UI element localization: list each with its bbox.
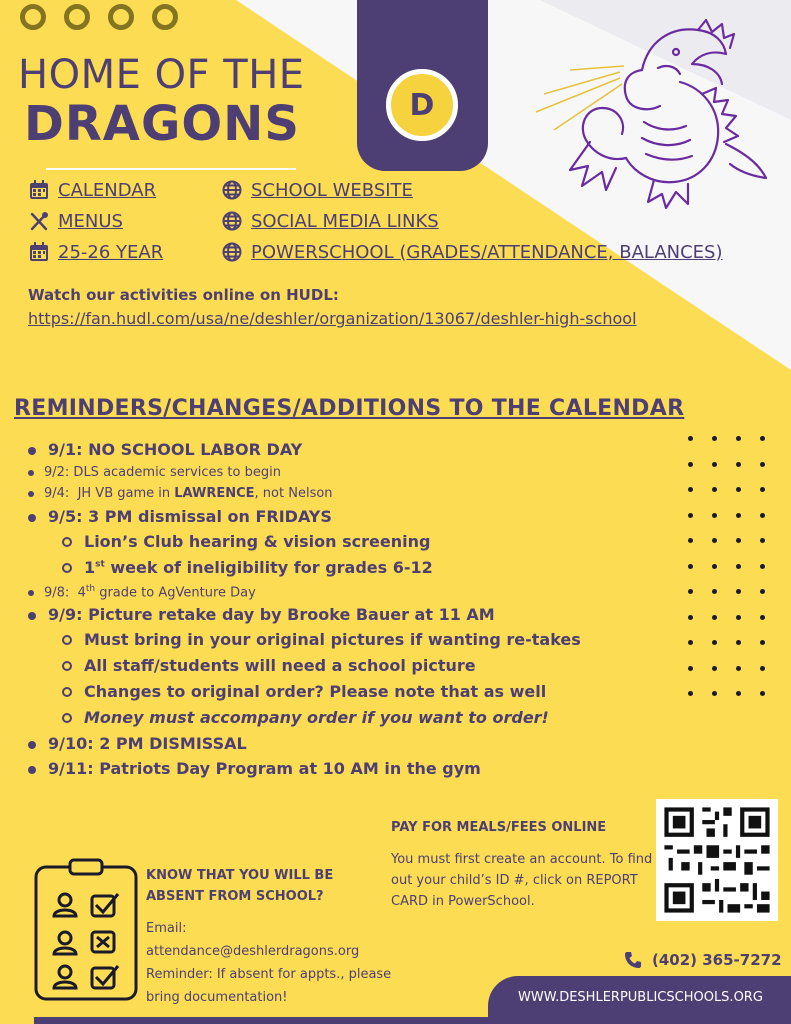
- globe-icon: [221, 179, 243, 201]
- footer-website-link[interactable]: WWW.DESHLERPUBLICSCHOOLS.ORG: [518, 990, 763, 1005]
- phone-icon: [624, 951, 642, 969]
- list-item: 9/1: NO SCHOOL LABOR DAY: [26, 440, 666, 465]
- link-label: POWERSCHOOL (GRADES/ATTENDANCE, BALANCES): [251, 241, 723, 263]
- phone-contact[interactable]: [624, 951, 782, 969]
- list-item: Money must accompany order if you want to order!: [26, 708, 666, 734]
- link-label: 25-26 YEAR: [58, 241, 164, 263]
- list-item: Changes to original order? Please note that as well: [26, 682, 666, 708]
- absence-reminder: Reminder: If absent for appts., please bring documentation!: [146, 967, 392, 1005]
- absence-title: KNOW THAT YOU WILL BE ABSENT FROM SCHOOL?: [146, 868, 334, 904]
- link-menus[interactable]: [28, 210, 123, 232]
- globe-icon: [221, 210, 243, 232]
- binder-rings: [20, 4, 178, 30]
- link-calendar[interactable]: [28, 179, 156, 201]
- qr-code-image[interactable]: [656, 799, 778, 921]
- dragon-mascot-illustration: [530, 12, 770, 212]
- decorative-dot-grid: [688, 436, 765, 696]
- bottom-accent-line: [34, 1017, 494, 1024]
- hudl-label: Watch our activities online on HUDL:: [28, 286, 339, 304]
- email-label: Email:: [146, 921, 187, 936]
- link-powerschool[interactable]: [221, 241, 723, 263]
- calendar-icon: [28, 241, 50, 263]
- utensils-icon: [28, 210, 50, 232]
- payment-title: PAY FOR MEALS/FEES ONLINE: [391, 820, 607, 835]
- link-social-media[interactable]: [221, 210, 439, 232]
- link-label: SOCIAL MEDIA LINKS: [251, 210, 439, 232]
- title-line-1: HOME OF THE: [18, 52, 305, 98]
- link-label: MENUS: [58, 210, 123, 232]
- school-logo-badge: D: [386, 69, 458, 141]
- list-item: 9/11: Patriots Day Program at 10 AM in the gym: [26, 759, 666, 784]
- list-item: 9/10: 2 PM DISMISSAL: [26, 734, 666, 759]
- payment-text: You must first create an account. To find out your child’s ID #, click on REPORT CARD in PowerSchool.: [391, 852, 653, 909]
- email-address[interactable]: attendance@deshlerdragons.org: [146, 944, 360, 959]
- globe-icon: [221, 241, 243, 263]
- list-item: 9/8: 4th grade to AgVenture Day: [26, 584, 666, 605]
- title-divider: [46, 168, 296, 170]
- list-item: All staff/students will need a school picture: [26, 656, 666, 682]
- list-item: 9/2: DLS academic services to begin: [26, 465, 666, 486]
- list-item: 9/4: JH VB game in LAWRENCE, not Nelson: [26, 486, 666, 507]
- phone-number: (402) 365-7272: [652, 951, 782, 969]
- hudl-link[interactable]: https://fan.hudl.com/usa/ne/deshler/organization/13067/deshler-high-school: [28, 309, 637, 328]
- link-school-year[interactable]: [28, 241, 163, 263]
- link-label: CALENDAR: [58, 179, 157, 201]
- absence-details: [146, 917, 416, 1009]
- clipboard-checklist-icon: [34, 858, 138, 1002]
- list-item: 9/9: Picture retake day by Brooke Bauer at 11 AM: [26, 605, 666, 630]
- title-line-2: DRAGONS: [24, 96, 300, 152]
- link-label: SCHOOL WEBSITE: [251, 179, 413, 201]
- list-item: 1st week of ineligibility for grades 6-12: [26, 558, 666, 584]
- list-item: 9/5: 3 PM dismissal on FRIDAYS: [26, 507, 666, 532]
- list-item: Must bring in your original pictures if wanting re-takes: [26, 630, 666, 656]
- reminders-list: [26, 440, 666, 784]
- link-school-website[interactable]: [221, 179, 413, 201]
- calendar-icon: [28, 179, 50, 201]
- reminders-title: REMINDERS/CHANGES/ADDITIONS TO THE CALENDAR: [14, 396, 685, 421]
- list-item: Lion’s Club hearing & vision screening: [26, 532, 666, 558]
